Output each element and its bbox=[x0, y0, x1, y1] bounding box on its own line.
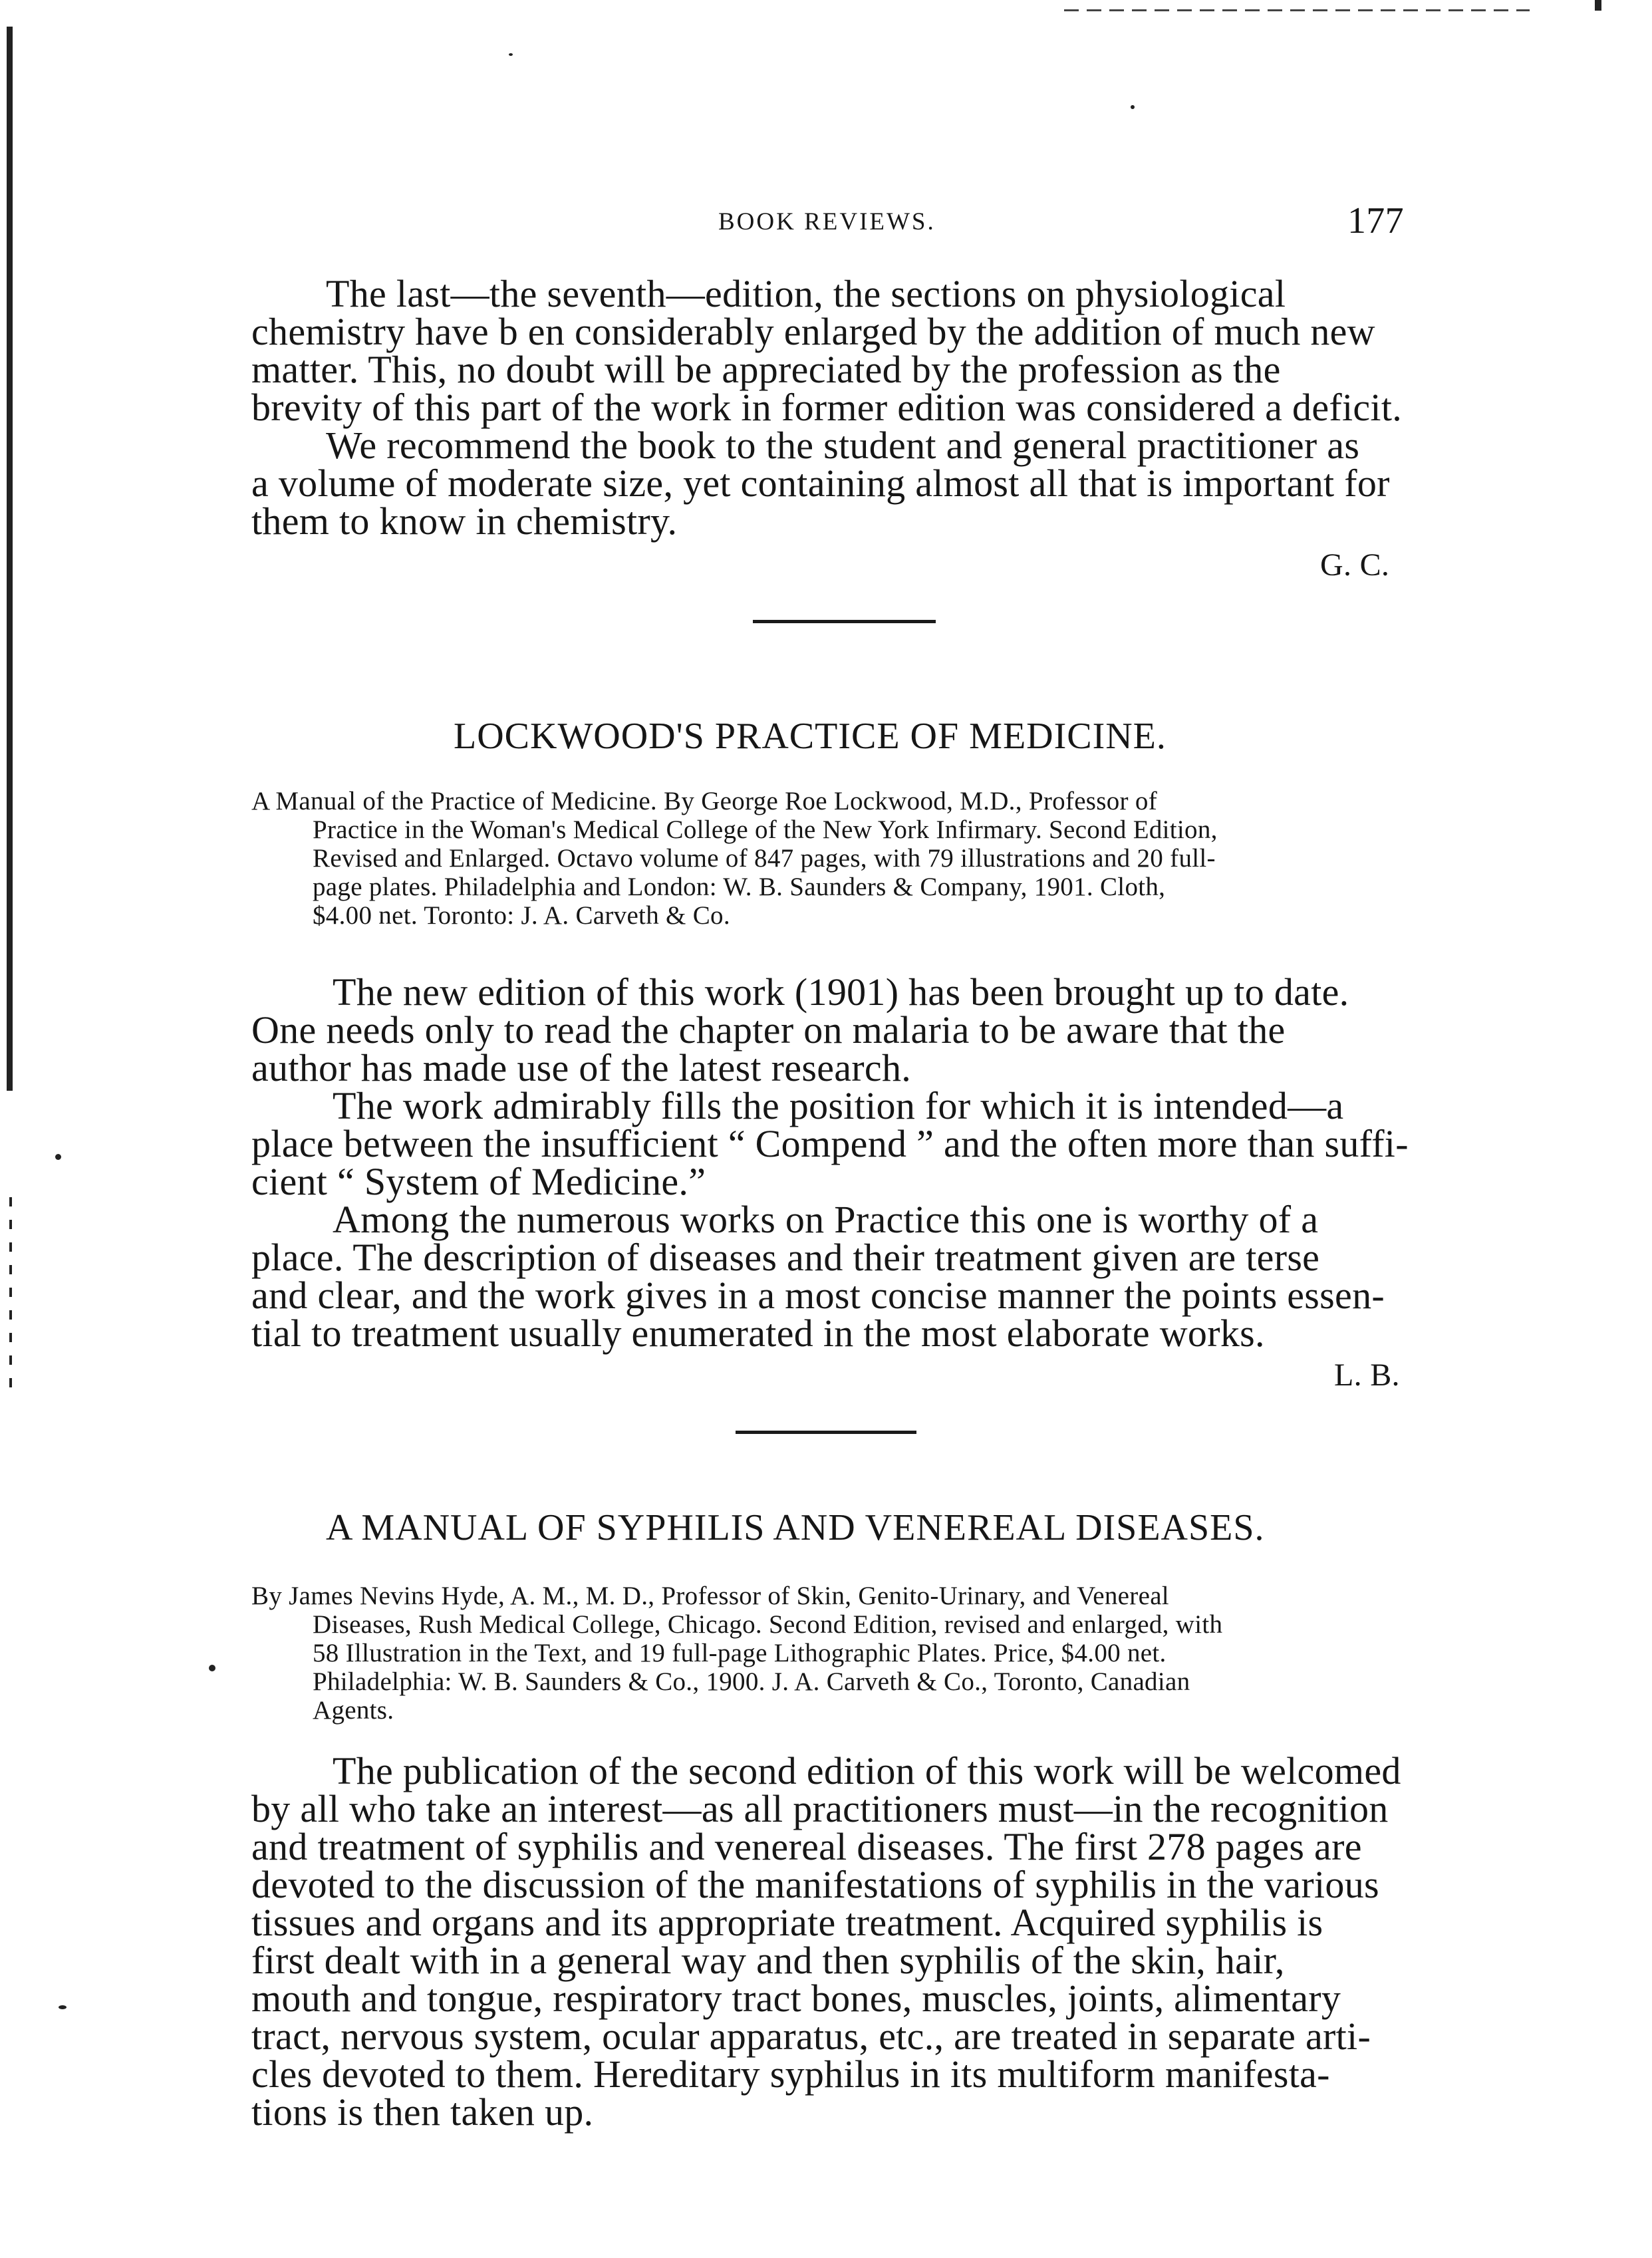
scan-top-edge bbox=[1064, 9, 1530, 11]
text-line: tions is then taken up. bbox=[251, 2090, 594, 2134]
text-line: them to know in chemistry. bbox=[251, 499, 678, 543]
review2-signature: L. B. bbox=[1334, 1357, 1400, 1393]
scan-corner-mark bbox=[1595, 0, 1601, 11]
scan-speck bbox=[1131, 105, 1135, 109]
running-header-title: BOOK REVIEWS. bbox=[718, 208, 936, 235]
bib-line: 58 Illustration in the Text, and 19 full-page Lithographic Plates. Price, $4.00 net. bbox=[313, 1639, 1167, 1667]
bib-line: Agents. bbox=[313, 1696, 394, 1725]
text-line: We recommend the book to the student and general practitioner as bbox=[326, 424, 1360, 467]
text-line: cles devoted to them. Hereditary syphilus in its multiform manifesta- bbox=[251, 2052, 1330, 2096]
review3-title: A MANUAL OF SYPHILIS AND VENEREAL DISEASES. bbox=[326, 1507, 1265, 1548]
text-line: One needs only to read the chapter on malaria to be aware that the bbox=[251, 1008, 1286, 1052]
text-line: and treatment of syphilis and venereal diseases. The first 278 pages are bbox=[251, 1825, 1362, 1868]
section-divider bbox=[753, 620, 936, 623]
text-line: devoted to the discussion of the manifestations of syphilis in the various bbox=[251, 1863, 1379, 1906]
bib-line: Diseases, Rush Medical College, Chicago. Second Edition, revised and enlarged, with bbox=[313, 1610, 1223, 1639]
scan-speck bbox=[59, 2005, 67, 2009]
text-line: mouth and tongue, respiratory tract bones, muscles, joints, alimentary bbox=[251, 1977, 1341, 2020]
page-number: 177 bbox=[1347, 200, 1404, 241]
bib-line: By James Nevins Hyde, A. M., M. D., Professor of Skin, Genito-Urinary, and Venereal bbox=[251, 1582, 1169, 1610]
bib-line: A Manual of the Practice of Medicine. By George Roe Lockwood, M.D., Professor of bbox=[251, 787, 1157, 815]
text-line: The work admirably fills the position for which it is intended—a bbox=[333, 1084, 1344, 1127]
text-line: matter. This, no doubt will be appreciated by the profession as the bbox=[251, 348, 1281, 391]
scan-speck bbox=[55, 1154, 61, 1160]
scan-binding-edge bbox=[7, 27, 13, 1091]
bib-line: Practice in the Woman's Medical College of the New York Infirmary. Second Edition, bbox=[313, 815, 1218, 844]
bib-line: $4.00 net. Toronto: J. A. Carveth & Co. bbox=[313, 901, 730, 930]
text-line: a volume of moderate size, yet containing almost all that is important for bbox=[251, 462, 1390, 505]
text-line: by all who take an interest—as all practitioners must—in the recognition bbox=[251, 1787, 1389, 1830]
text-line: tract, nervous system, ocular apparatus, etc., are treated in separate arti- bbox=[251, 2015, 1371, 2058]
text-line: first dealt with in a general way and then syphilis of the skin, hair, bbox=[251, 1939, 1285, 1982]
review2-title: LOCKWOOD'S PRACTICE OF MEDICINE. bbox=[454, 716, 1167, 757]
bib-line: Revised and Enlarged. Octavo volume of 847 pages, with 79 illustrations and 20 full- bbox=[313, 844, 1216, 873]
text-line: Among the numerous works on Practice this one is worthy of a bbox=[333, 1198, 1319, 1241]
bib-line: page plates. Philadelphia and London: W. B. Saunders & Company, 1901. Cloth, bbox=[313, 873, 1166, 901]
scan-speck bbox=[509, 53, 513, 56]
text-line: tissues and organs and its appropriate treatment. Acquired syphilis is bbox=[251, 1901, 1323, 1944]
section-divider bbox=[736, 1431, 916, 1434]
text-line: place between the insufficient “ Compend ” and the often more than suffi- bbox=[251, 1122, 1409, 1165]
text-line: cient “ System of Medicine.” bbox=[251, 1160, 706, 1203]
text-line: The new edition of this work (1901) has been brought up to date. bbox=[333, 970, 1349, 1014]
scan-speck bbox=[209, 1665, 215, 1671]
text-line: brevity of this part of the work in former edition was considered a deficit. bbox=[251, 386, 1403, 429]
text-line: chemistry have b en considerably enlarged by the addition of much new bbox=[251, 310, 1375, 353]
text-line: author has made use of the latest research. bbox=[251, 1046, 912, 1089]
text-line: and clear, and the work gives in a most concise manner the points essen- bbox=[251, 1274, 1385, 1317]
text-line: place. The description of diseases and their treatment given are terse bbox=[251, 1236, 1320, 1279]
text-line: The last—the seventh—edition, the sections on physiological bbox=[326, 272, 1286, 315]
review1-signature: G. C. bbox=[1320, 547, 1390, 583]
bib-line: Philadelphia: W. B. Saunders & Co., 1900. J. A. Carveth & Co., Toronto, Canadian bbox=[313, 1667, 1190, 1696]
text-line: tial to treatment usually enumerated in the most elaborate works. bbox=[251, 1312, 1265, 1355]
text-line: The publication of the second edition of this work will be welcomed bbox=[333, 1749, 1401, 1792]
scan-binding-edge-dash bbox=[9, 1197, 12, 1397]
